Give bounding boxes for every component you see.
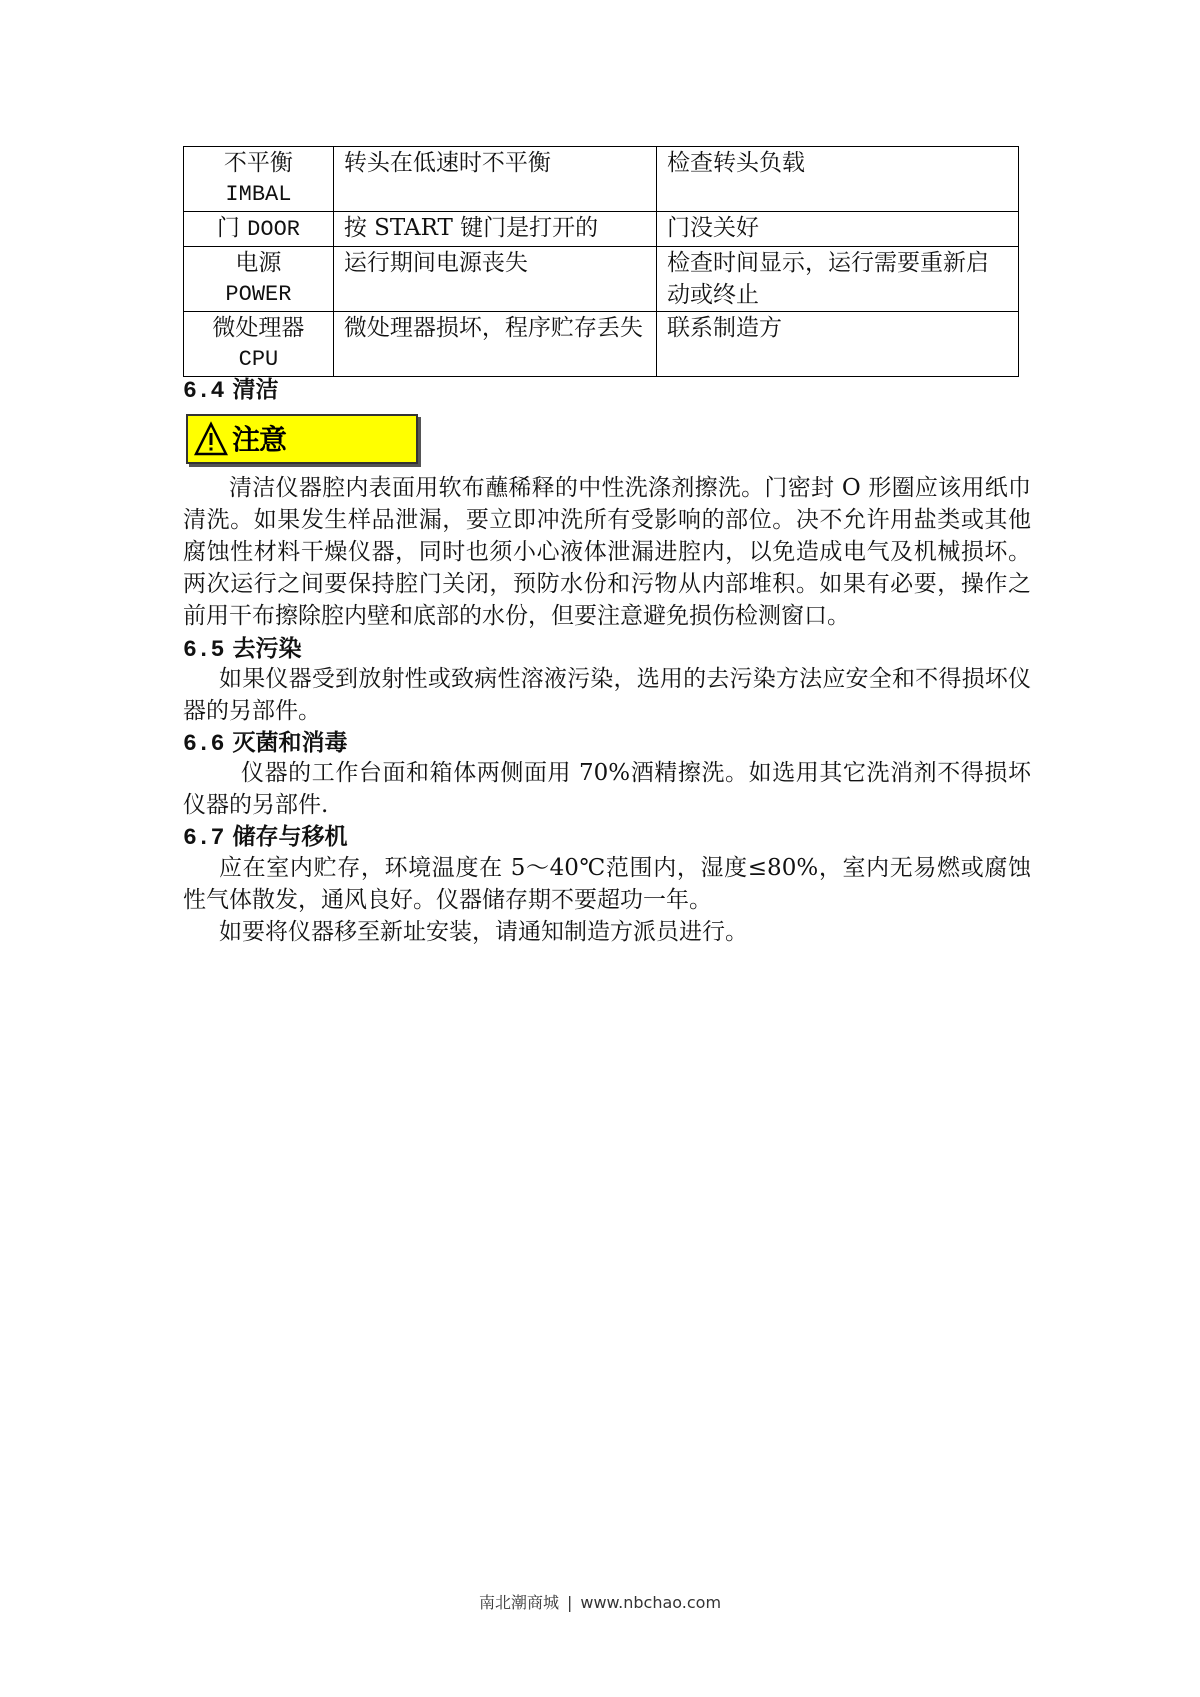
footer-link[interactable]: www.nbchao.com xyxy=(580,1593,722,1612)
fault-name-cell xyxy=(184,147,334,212)
warning-triangle-icon xyxy=(194,421,228,457)
table-row xyxy=(184,247,1019,312)
section-body-6-7-storage: 应在室内贮存，环境温度在 5～40℃范围内，湿度≤80%，室内无易燃或腐蚀性气体散发，通风良好。仪器储存期不要超功一年。 xyxy=(183,855,1031,913)
fault-cause: 微处理器损坏，程序贮存丢失 xyxy=(333,312,656,377)
section-body-6-5: 如果仪器受到放射性或致病性溶液污染，选用的去污染方法应安全和不得损坏仪器的另部件。 xyxy=(183,666,1031,724)
caution-label: 注意 xyxy=(232,423,287,456)
section-heading-6-6 xyxy=(183,727,347,760)
section-heading-6-7 xyxy=(183,821,347,854)
section-title: 储存与移机 xyxy=(232,823,348,850)
fault-table xyxy=(183,146,1019,377)
section-body-6-7-relocation: 如要将仪器移至新址安装，请通知制造方派员进行。 xyxy=(219,919,748,945)
fault-name: 不平衡 xyxy=(223,150,293,176)
section-title: 灭菌和消毒 xyxy=(232,729,348,756)
fault-name-cell xyxy=(184,247,334,312)
section-body-6-4: 清洁仪器腔内表面用软布蘸稀释的中性洗涤剂擦洗。门密封 O 形圈应该用纸巾清洗。如果发生样品泄漏，要立即冲洗所有受影响的部位。决不允许用盐类或其他腐蚀性材料干燥仪器，同时也须小心液体泄漏进腔内，以免造成电气及机械损坏。两次运行之间要保持腔门关闭，预防水份和污物从内部堆积。如果有必要，操作之前用干布擦除腔内壁和底部的水份，但要注意避免损伤检测窗口。 xyxy=(183,475,1031,629)
fault-code: POWER xyxy=(225,282,292,307)
footer-separator: | xyxy=(566,1593,573,1612)
table-row xyxy=(184,212,1019,247)
fault-name: 电源 xyxy=(235,250,282,276)
table-row xyxy=(184,312,1019,377)
fault-code: IMBAL xyxy=(225,182,292,207)
fault-action: 联系制造方 xyxy=(657,312,1019,377)
section-number: 6.4 xyxy=(183,378,225,404)
fault-code: CPU xyxy=(238,347,279,372)
fault-code: DOOR xyxy=(247,217,300,242)
page-footer xyxy=(0,1590,1200,1613)
section-body-6-6: 仪器的工作台面和箱体两侧面用 70%酒精擦洗。如选用其它洗消剂不得损坏仪器的另部件. xyxy=(183,760,1031,818)
section-heading-6-5 xyxy=(183,633,301,666)
fault-cause: 运行期间电源丧失 xyxy=(333,247,656,312)
section-number: 6.6 xyxy=(183,731,225,757)
fault-name-cell xyxy=(184,312,334,377)
footer-site-name: 南北潮商城 xyxy=(478,1593,559,1612)
fault-action: 门没关好 xyxy=(657,212,1019,247)
fault-action: 检查转头负载 xyxy=(657,147,1019,212)
section-number: 6.5 xyxy=(183,637,225,663)
fault-name-cell xyxy=(184,212,334,247)
caution-banner xyxy=(186,414,418,464)
table-row xyxy=(184,147,1019,212)
section-title: 去污染 xyxy=(232,635,302,662)
fault-cause: 按 START 键门是打开的 xyxy=(333,212,656,247)
fault-action: 检查时间显示，运行需要重新启动或终止 xyxy=(657,247,1019,312)
fault-name: 门 xyxy=(216,215,240,241)
section-title: 清洁 xyxy=(232,376,279,403)
fault-cause: 转头在低速时不平衡 xyxy=(333,147,656,212)
section-number: 6.7 xyxy=(183,825,225,851)
fault-name: 微处理器 xyxy=(212,315,305,341)
section-heading-6-4 xyxy=(183,374,278,407)
